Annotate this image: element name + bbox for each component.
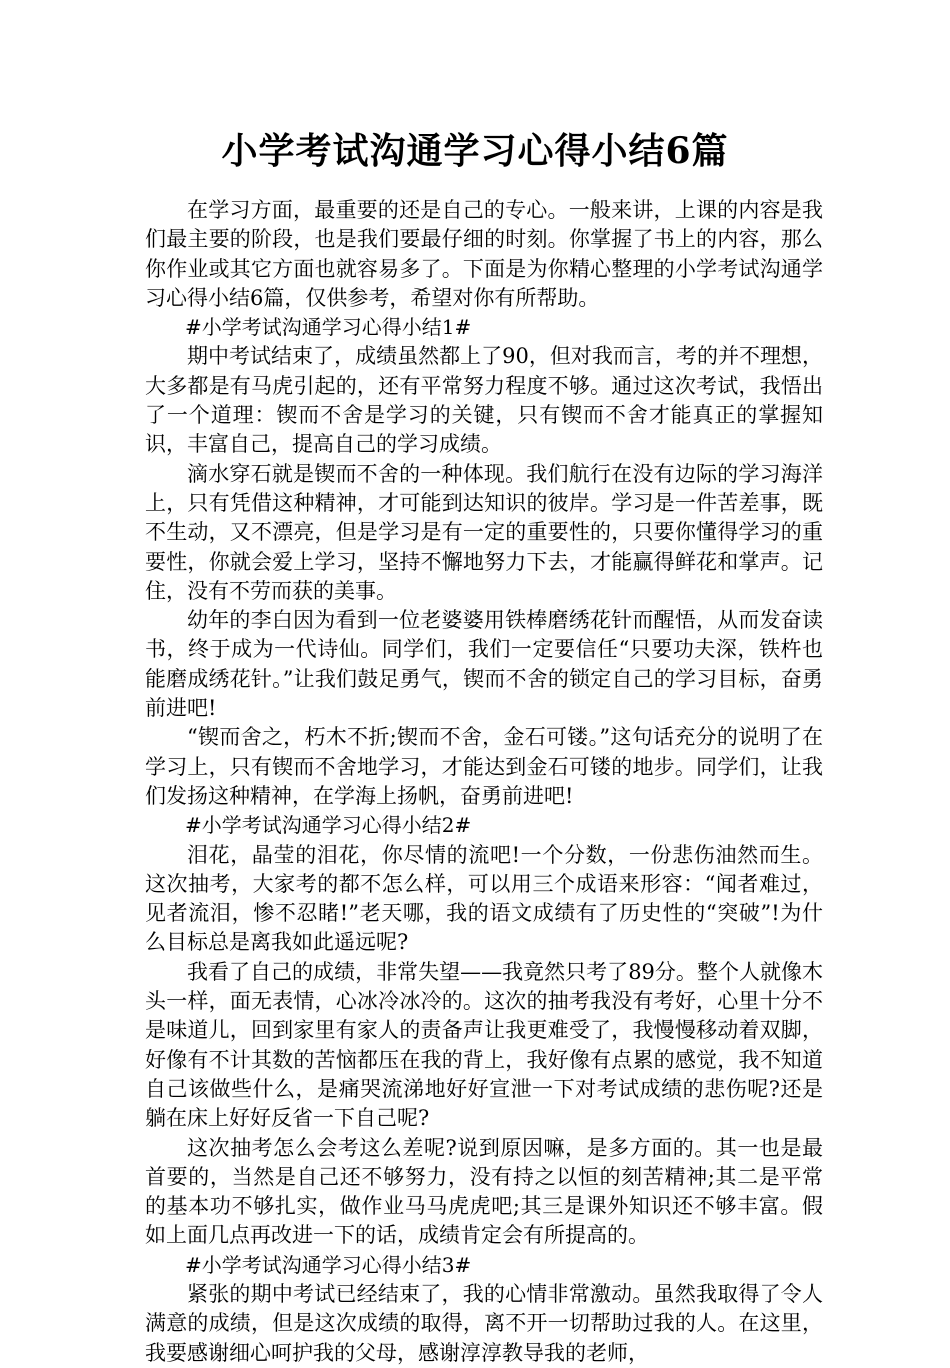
section-heading: #小学考试沟通学习心得小结1# bbox=[185, 315, 472, 340]
document-title: 小学考试沟通学习心得小结6篇 bbox=[221, 130, 729, 172]
body-paragraph: 泪花，晶莹的泪花，你尽情的流吧!一个分数，一份悲伤油然而生。这次抽考，大家考的都不怎么样，可以用三个成语来形容：“闻者难过，见者流泪，惨不忍睹!”老天哪，我的语文成绩有了历史性的“突破”!为什么目标总是离我如此遥远呢? bbox=[145, 842, 823, 955]
body-paragraph: “锲而舍之，朽木不折;锲而不舍，金石可镂。”这句话充分的说明了在学习上，只有锲而不舍地学习，才能达到金石可镂的地步。同学们，让我们发扬这种精神，在学海上扬帆，奋勇前进吧! bbox=[145, 725, 823, 808]
body-paragraph: 我看了自己的成绩，非常失望——我竟然只考了89分。整个人就像木头一样，面无表情，心冰冷冰冷的。这次的抽考我没有考好，心里十分不是味道儿，回到家里有家人的责备声让我更难受了，我慢慢移动着双脚，好像有不计其数的苦恼都压在我的背上，我好像有点累的感觉，我不知道自己该做些什么，是痛哭流涕地好好宣泄一下对考试成绩的悲伤呢?还是躺在床上好好反省一下自己呢? bbox=[145, 959, 823, 1131]
body-paragraph: 在学习方面，最重要的还是自己的专心。一般来讲，上课的内容是我们最主要的阶段，也是我们要最仔细的时刻。你掌握了书上的内容，那么你作业或其它方面也就容易多了。下面是为你精心整理的小学考试沟通学习心得小结6篇，仅供参考，希望对你有所帮助。 bbox=[145, 198, 823, 310]
body-paragraph: 滴水穿石就是锲而不舍的一种体现。我们航行在没有边际的学习海洋上，只有凭借这种精神，才可能到达知识的彼岸。学习是一件苦差事，既不生动，又不漂亮，但是学习是有一定的重要性的，只要你懂得学习的重要性，你就会爱上学习，坚持不懈地努力下去，才能赢得鲜花和掌声。记住，没有不劳而获的美事。 bbox=[145, 461, 823, 603]
document-body bbox=[145, 196, 823, 1368]
body-paragraph: 这次抽考怎么会考这么差呢?说到原因嘛，是多方面的。其一也是最首要的，当然是自己还不够努力，没有持之以恒的刻苦精神;其二是平常的基本功不够扎实，做作业马马虎虎吧;其三是课外知识还不够丰富。假如上面几点再改进一下的话，成绩肯定会有所提高的。 bbox=[145, 1135, 823, 1248]
body-paragraph: 紧张的期中考试已经结束了，我的心情非常激动。虽然我取得了令人满意的成绩，但是这次成绩的取得，离不开一切帮助过我的人。在这里，我要感谢细心呵护我的父母，感谢淳淳教导我的老师， bbox=[145, 1281, 823, 1365]
body-paragraph: 期中考试结束了，成绩虽然都上了90，但对我而言，考的并不理想，大多都是有马虎引起的，还有平常努力程度不够。通过这次考试，我悟出了一个道理：锲而不舍是学习的关键，只有锲而不舍才能真正的掌握知识，丰富自己，提高自己的学习成绩。 bbox=[145, 344, 823, 457]
section-heading: #小学考试沟通学习心得小结3# bbox=[185, 1252, 472, 1277]
body-paragraph: 幼年的李白因为看到一位老婆婆用铁棒磨绣花针而醒悟，从而发奋读书，终于成为一代诗仙。同学们，我们一定要信任“只要功夫深，铁杵也能磨成绣花针。”让我们鼓足勇气，锲而不舍的锁定自己的学习目标，奋勇前进吧! bbox=[145, 608, 823, 721]
section-heading: #小学考试沟通学习心得小结2# bbox=[185, 813, 472, 838]
